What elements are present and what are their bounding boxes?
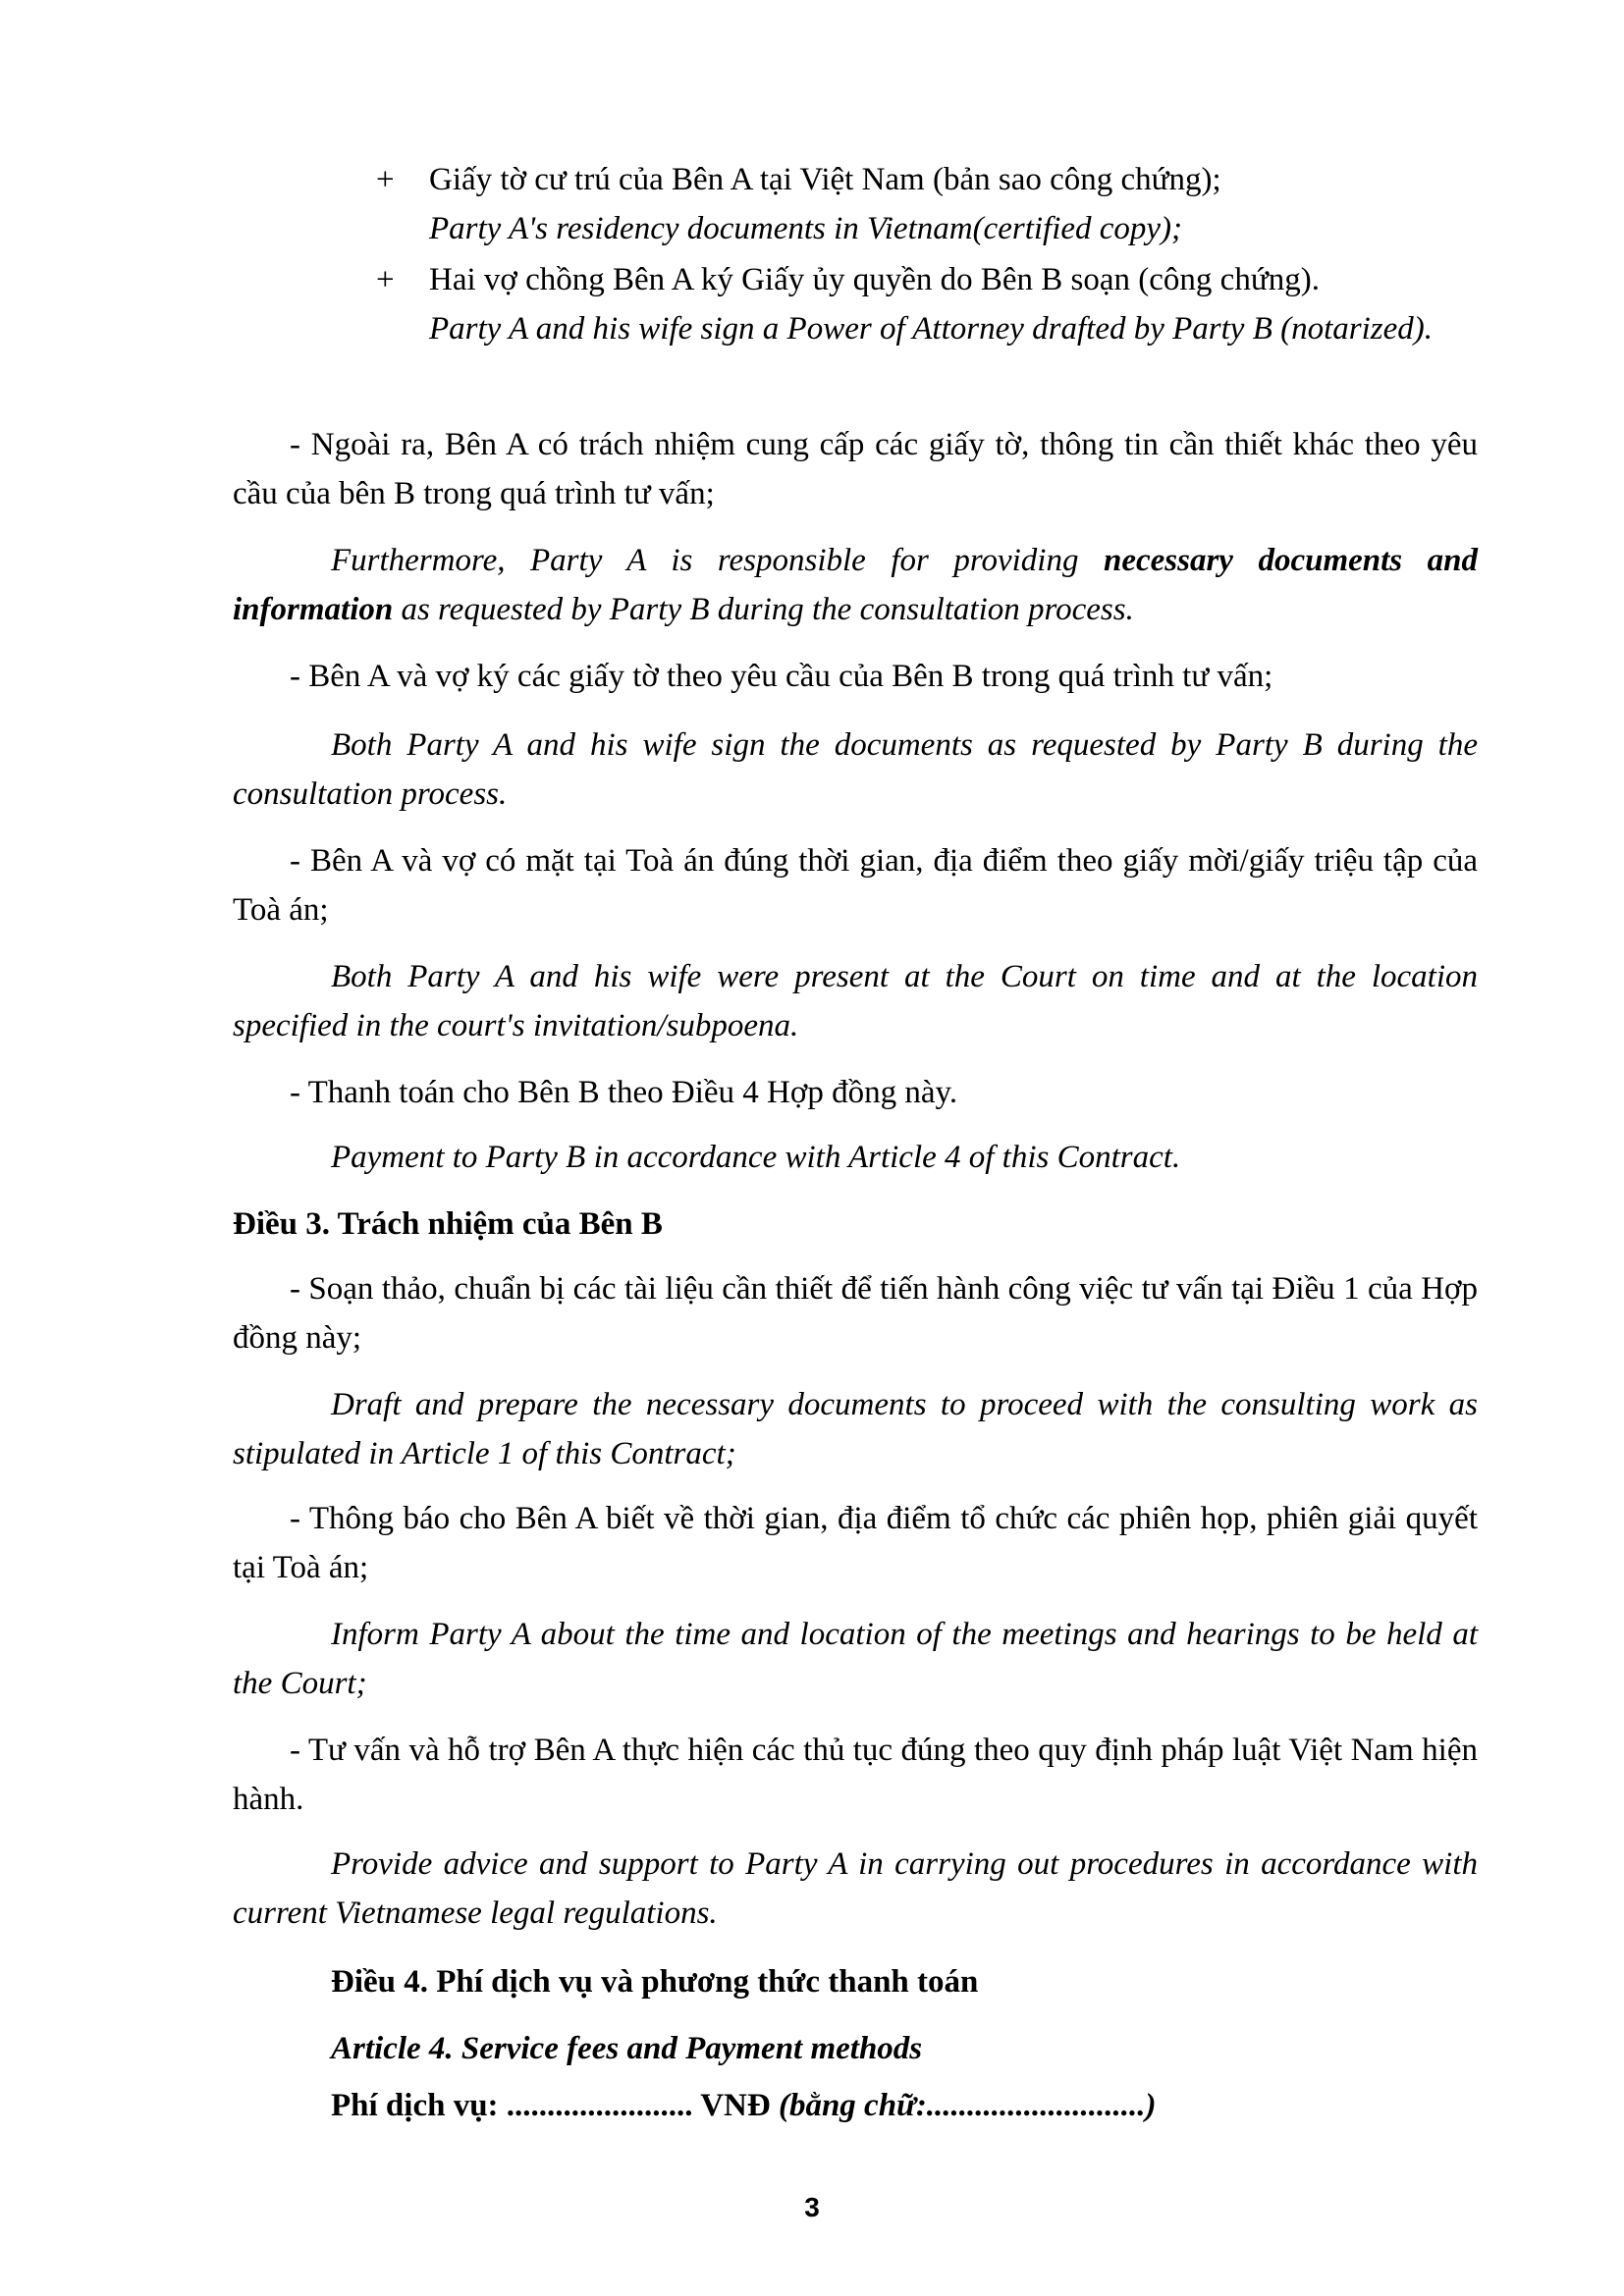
obligation-item-en: Furthermore, Party A is responsible for providing necessary documents and information as requested by Party B during the consultation process. [233,543,1479,627]
responsibility-item-vi: - Thông báo cho Bên A biết về thời gian, địa điểm tổ chức các phiên họp, phiên giải quyết tại Toà án; [233,1501,1478,1585]
obligation-item-en: Both Party A and his wife sign the documents as requested by Party B during the consultation process. [233,727,1478,812]
sub-bullet-en: Party A and his wife sign a Power of Attorney drafted by Party B (notarized). [429,311,1434,347]
obligation-item-vi: - Bên A và vợ ký các giấy tờ theo yêu cầu của Bên B trong quá trình tư vấn; [290,659,1273,694]
responsibility-item-en: Provide advice and support to Party A in carrying out procedures in accordance with current Vietnamese legal regulations. [233,1846,1478,1931]
responsibility-item-vi: - Soạn thảo, chuẩn bị các tài liệu cần thiết để tiến hành công việc tư vấn tại Điều 1 của Hợp đồng này; [233,1271,1478,1356]
sub-bullet-marker: + [376,162,395,197]
sub-bullet-vi: Hai vợ chồng Bên A ký Giấy ủy quyền do Bên B soạn (công chứng). [429,262,1320,297]
obligation-item-en: Both Party A and his wife were present at the Court on time and at the location specified in the court's invitation/subpoena. [233,959,1478,1043]
obligation-item-vi: - Thanh toán cho Bên B theo Điều 4 Hợp đồng này. [290,1075,958,1110]
article-4-heading-vi: Điều 4. Phí dịch vụ và phương thức thanh toán [331,1964,979,2000]
service-fee-line: Phí dịch vụ: ....................... VNĐ (bằng chữ:...........................) [331,2088,1157,2123]
fee-in-words: (bằng chữ:...........................) [778,2088,1157,2123]
article-4-heading-en: Article 4. Service fees and Payment methods [331,2031,923,2066]
sub-bullet-marker: + [376,262,395,297]
responsibility-item-en: Inform Party A about the time and location of the meetings and hearings to be held at the Court; [233,1617,1478,1701]
responsibility-item-vi: - Tư vấn và hỗ trợ Bên A thực hiện các thủ tục đúng theo quy định pháp luật Việt Nam hiện hành. [233,1733,1478,1817]
sub-bullet-en: Party A's residency documents in Vietnam(certified copy); [429,211,1183,246]
obligation-item-vi: - Bên A và vợ có mặt tại Toà án đúng thời gian, địa điểm theo giấy mời/giấy triệu tập của Toà án; [233,843,1478,928]
obligation-item-vi: - Ngoài ra, Bên A có trách nhiệm cung cấp các giấy tờ, thông tin cần thiết khác theo yêu cầu của bên B trong quá trình tư vấn; [233,427,1478,511]
obligation-item-en: Payment to Party B in accordance with Article 4 of this Contract. [331,1140,1181,1175]
page-number: 3 [804,2192,820,2222]
responsibility-item-en: Draft and prepare the necessary documents to proceed with the consulting work as stipulated in Article 1 of this Contract; [233,1387,1478,1471]
article-3-heading: Điều 3. Trách nhiệm của Bên B [233,1206,663,1242]
sub-bullet-vi: Giấy tờ cư trú của Bên A tại Việt Nam (bản sao công chứng); [429,162,1221,197]
